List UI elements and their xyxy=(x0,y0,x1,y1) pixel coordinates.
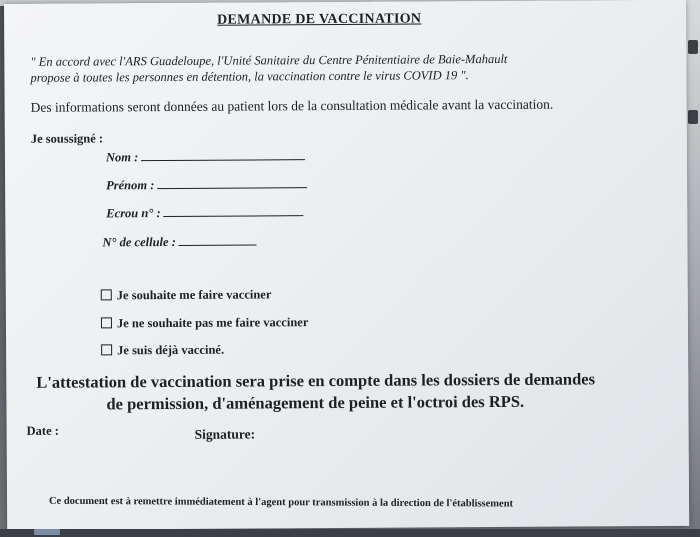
attestation-line-1: L'attestation de vaccination sera prise en compte dans les dossiers de demandes xyxy=(36,369,596,392)
ecrou-label: Ecrou n° : xyxy=(106,206,161,221)
field-nom xyxy=(106,149,305,165)
option-deja-vaccine[interactable] xyxy=(101,343,224,359)
edge-mark xyxy=(688,110,698,124)
intro-paragraph xyxy=(30,51,507,86)
attestation-line-2: de permission, d'aménagement de peine et l'octroi des RPS. xyxy=(106,391,525,414)
cellule-blank-line[interactable] xyxy=(179,234,257,245)
intro-line-2: propose à toutes les personnes en détention, la vaccination contre le virus COVID 19 ". xyxy=(30,68,469,85)
checkbox-deja-vaccine[interactable] xyxy=(101,344,112,355)
prenom-blank-line[interactable] xyxy=(157,177,307,189)
prenom-label: Prénom : xyxy=(106,178,155,193)
field-cellule xyxy=(102,234,256,250)
intro-line-1: " En accord avec l'ARS Guadeloupe, l'Unité Sanitaire du Centre Pénitentiaire de Baie-Mahault xyxy=(30,51,508,69)
option-deja-vaccine-label: Je suis déjà vacciné. xyxy=(117,342,225,358)
info-text: Des informations seront données au patient lors de la consultation médicale avant la vaccination. xyxy=(30,96,554,115)
field-prenom xyxy=(106,177,307,193)
field-ecrou xyxy=(106,205,303,221)
checkbox-vacciner[interactable] xyxy=(101,289,112,300)
attestation-paragraph xyxy=(36,368,595,415)
option-vacciner[interactable] xyxy=(101,287,272,303)
option-refus[interactable] xyxy=(101,315,308,331)
date-label: Date : xyxy=(26,423,59,438)
cellule-label: N° de cellule : xyxy=(102,234,176,250)
ecrou-blank-line[interactable] xyxy=(164,205,304,217)
vaccination-form-sheet xyxy=(4,0,689,530)
nom-blank-line[interactable] xyxy=(141,149,305,161)
document-title: DEMANDE DE VACCINATION xyxy=(217,11,422,28)
option-vacciner-label: Je souhaite me faire vacciner xyxy=(116,287,272,303)
nom-label: Nom : xyxy=(105,150,139,165)
footer-note: Ce document est à remettre immédiatement à l'agent pour transmission à la direction de l'établissement xyxy=(48,495,514,510)
option-refus-label: Je ne souhaite pas me faire vacciner xyxy=(116,315,309,331)
edge-mark xyxy=(688,40,698,54)
signature-label: Signature: xyxy=(194,426,256,442)
bottom-edge-mark xyxy=(34,529,60,535)
soussigne-label: Je soussigné : xyxy=(30,131,104,146)
bottom-edge xyxy=(0,529,700,537)
checkbox-refus[interactable] xyxy=(101,317,112,328)
